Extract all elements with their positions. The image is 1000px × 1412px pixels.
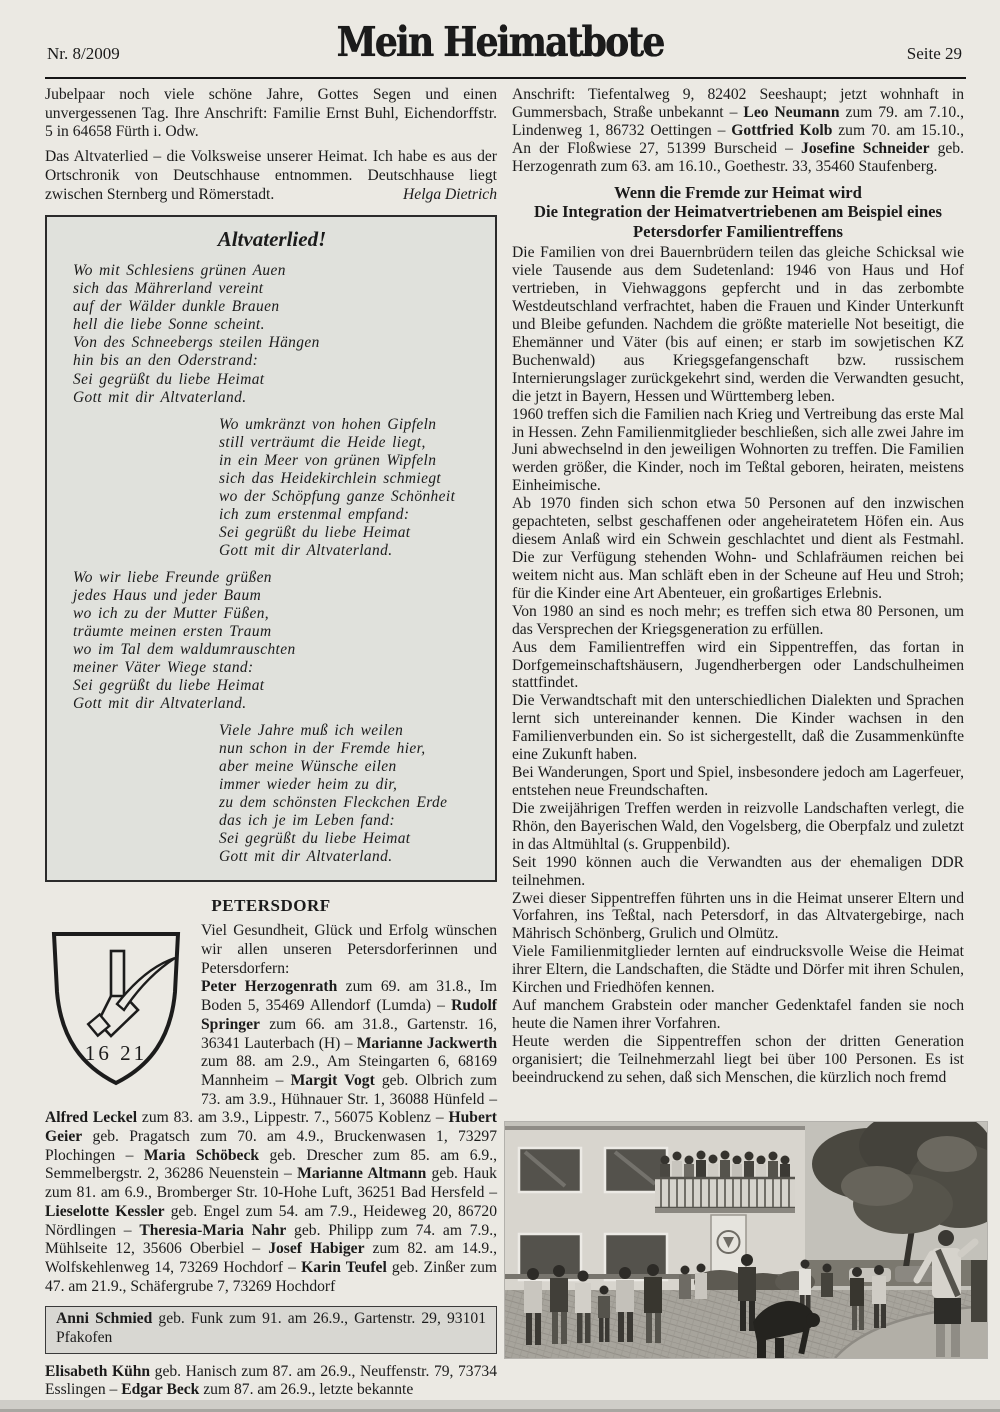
- left-column-tail: Elisabeth Kühn geb. Hanisch zum 87. am 26.9., Neuffenstr. 79, 73734 Esslingen – Edgar Beck zum 87. am 26.9., letzte bekannte: [45, 1362, 497, 1399]
- issue-number: Nr. 8/2009: [47, 44, 120, 63]
- crest-year: 16 21: [84, 1041, 148, 1066]
- article-paragraph: Die Verwandtschaft mit den unterschiedlichen Dialekten und Sprachen lernt sich untereinander kennen. Die Kinder wachsen in den Familienverbunden ein. So ist sichergestellt, daß die Zusammenkünfte eine Zukunft haben.: [512, 692, 964, 764]
- addresses-paragraph: Anschrift: Tiefentalweg 9, 82402 Seeshaupt; jetzt wohnhaft in Gummersbach, Straße unbekannt – Leo Neumann zum 79. am 7.10., Lindenweg 1, 86732 Oettingen – Gottfried Kolb zum 70. am 15.10., An der Floßwiese 27, 51399 Burscheid – Josefine Schneider geb. Herzogenrath zum 63. am 16.10., Goethestr. 33, 35460 Staufenberg.: [512, 86, 964, 175]
- article-paragraph: Aus dem Familientreffen wird ein Sippentreffen, das fortan in Dorfgemeinschaftshäusern, Jugendherbergen oder Landschulheimen stattfindet.: [512, 638, 964, 692]
- petersdorf-intro: Viel Gesundheit, Glück und Erfolg wünschen wir allen unseren Petersdorferinnen und Petersdorfern:: [201, 922, 497, 977]
- article-paragraph: Ab 1970 finden sich schon etwa 50 Personen auf den inzwischen gepachteten, selbst geschaffenen oder angeheiratetem Höfen ein. Aus diesem Anlaß wird ein Schwein geschlachtet und dient als Festmahl. Die zur Verfügung stehenden Wohn- und Schlafräumen reichen bei weitem nicht aus. Man schläft eben in der Scheune auf Heu und Stroh; für die Kinder eine Art Abenteuer, ein großartiges Erlebnis.: [512, 495, 964, 602]
- article-paragraph: Die zweijährigen Treffen werden in reizvolle Landschaften verlegt, die Rhön, den Bayerischen Wald, den Vogelsberg, die Oberpfalz und zuletzt in das Altmühltal (s. Gruppenbild).: [512, 799, 964, 853]
- group-photo: [505, 1122, 987, 1358]
- article-paragraph: Die Familien von drei Bauernbrüdern teilen das gleiche Schicksal wie viele Tausende aus dem Sudetenland: 1946 von Haus und Hof vertrieben, in Viehwaggons gepfercht und in das zerbombte Westdeutschland verfrachtet, haben die Frauen und Kinder Unterkunft und Bleibe gefunden. Nachdem die größte materielle Not beseitigt, die Ehemänner und Väter (bis auf einen; er starb im sowjetischen KZ Buchenwald) aus Kriegsgefangenschaft bzw. russischem Internierungslager zurückgekehrt sind, werden die Verwandten gesucht, die jetzt in Bayern, Hessen und Württemberg leben.: [512, 244, 964, 405]
- left-column: [45, 86, 497, 1400]
- poem-box: [45, 215, 497, 882]
- right-column: [512, 86, 964, 1087]
- article-headline: Wenn die Fremde zur Heimat wird Die Integration der Heimatvertriebenen am Beispiel eines Petersdorfer Familientreffens: [533, 182, 942, 241]
- article-paragraph: Viele Familienmitglieder lernten auf eindrucksvolle Weise die Heimat ihrer Eltern, die Landschaften, die Städte und Dörfer mit ihren Schulen, Kirchen und Friedhöfen kennen.: [512, 943, 964, 997]
- petersdorf-birthday-list: Peter Herzogenrath zum 69. am 31.8., Im Boden 5, 35469 Allendorf (Lumda) – Rudolf Springer zum 66. am 31.8., Gartenstr. 16, 36341 Lauterbach (H) – Marianne Jackwerth zum 88. am 2.9., Am Steingarten 6, 68169 Mannheim – Margit Vogt geb. Olbrich zum 73. am 3.9., Hühnauer Str. 1, 36088 Hünfeld – Alfred Leckel zum 83. am 3.9., Lippestr. 7., 56075 Koblenz – Hubert Geier geb. Pragatsch zum 70. am 4.9., Bruckenwasen 1, 73297 Plochingen – Maria Schöbeck geb. Drescher zum 85. am 6.9., Semmelbergstr. 2, 36286 Neuenstein – Marianne Altmann geb. Hauk zum 81. am 6.9., Bromberger Str. 10-Hohe Luft, 36251 Bad Hersfeld – Lieselotte Kessler geb. Engel zum 54. am 7.9., Heideweg 20, 86720 Nördlingen – Theresia-Maria Nahr geb. Philipp zum 74. am 7.9., Mühlseite 12, 35606 Oberbiel – Josef Habiger zum 82. am 14.9., Wolfskehlenweg 14, 73269 Hochdorf – Karin Teufel geb. Zinßer zum 47. am 21.9., Schäfergrube 7, 73269 Hochdorf: [45, 978, 498, 1295]
- author-credit: Helga Dietrich: [403, 185, 497, 203]
- petersdorf-heading: PETERSDORF: [211, 895, 331, 915]
- masthead-title: Mein Heimatbote: [336, 18, 664, 66]
- highlight-box: [45, 1306, 497, 1353]
- poem-stanza-2: Wo umkränzt von hohen Gipfeln still verträumt die Heide liegt, in ein Meer von grünen Wipfeln sich das Heidekirchlein schmiegt wo der Schöpfung ganze Schönheit ich zum erstenmal empfand: Sei gegrüßt du liebe Heimat Gott mit dir Altvaterland.: [219, 415, 456, 559]
- header-rule: [45, 77, 966, 79]
- article-paragraph: Bei Wanderungen, Sport und Spiel, insbesondere jedoch am Lagerfeuer, entstehen neue Freundschaften.: [512, 764, 964, 799]
- altvaterlied-intro-paragraph: [45, 148, 497, 204]
- poem-stanza-3: Wo wir liebe Freunde grüßen jedes Haus und jeder Baum wo ich zu der Mutter Füßen, träumte meinen ersten Traum wo im Tal dem waldumrauschten meiner Väter Wiege stand: Sei gegrüßt du liebe Heimat Gott mit dir Altvaterland.: [73, 568, 296, 712]
- article-paragraph: Zwei dieser Sippentreffen führten uns in die Heimat unserer Eltern und Vorfahren, ins Teßtal, nach Petersdorf, in das Altvatergebirge, nach Mährisch Schönberg, Grulich und Olmütz.: [512, 889, 964, 943]
- petersdorf-crest: [45, 926, 187, 1090]
- article-paragraph: Auf manchem Grabstein oder mancher Gedenktafel fanden sie noch heute die Namen ihrer Vorfahren.: [512, 997, 964, 1032]
- jubilee-paragraph: Jubelpaar noch viele schöne Jahre, Gottes Segen und einen unvergessenen Tag. Ihre Anschrift: Familie Ernst Buhl, Eichendorffstr. 5 in 64658 Fürth i. Odw.: [45, 86, 497, 141]
- article-paragraph: Von 1980 an sind es noch mehr; es treffen sich etwa 80 Personen, um das Versprechen der Kriegsgeneration zu erfüllen.: [512, 602, 964, 638]
- altvaterlied-intro-text: Das Altvaterlied – die Volksweise unserer Heimat. Ich habe es aus der Ortschronik von Deutschhause entnommen. Deutschhause liegt zwischen Sternberg und Römerstadt.: [45, 148, 497, 203]
- petersdorf-section: [45, 922, 497, 1296]
- article-paragraph: Heute werden die Sippentreffen schon der dritten Generation organisiert; die Teilnehmerzahl liegt bei über 100 Personen. Es ist beeindruckend zu sehen, daß sich Menschen, die kürzlich noch fremd: [512, 1032, 964, 1086]
- highlight-box-text: Anni Schmied geb. Funk zum 91. am 26.9., Gartenstr. 29, 93101 Pfakofen: [56, 1310, 486, 1347]
- poem-title: Altvaterlied!: [217, 227, 327, 252]
- article-paragraph: Seit 1990 können auch die Verwandten aus der ehemaligen DDR teilnehmen.: [512, 853, 964, 889]
- page-number: Seite 29: [906, 44, 962, 63]
- poem-stanza-4: Viele Jahre muß ich weilen nun schon in der Fremde hier, aber meine Wünsche eilen immer wieder heim zu dir, zu dem schönsten Fleckchen Erde das ich je im Leben fand: Sei gegrüßt du liebe Heimat Gott mit dir Altvaterland.: [219, 721, 448, 865]
- article-paragraph: 1960 treffen sich die Familien nach Krieg und Vertreibung das erste Mal in Hessen. Zehn Familienmitglieder beschließen, sich alle zwei Jahre im Juni abwechselnd in den jeweiligen Wohnorten zu treffen. Die Familien werden größer, die Kinder, noch im Teßtal geboren, heiraten, meistens Einheimische.: [512, 405, 964, 495]
- poem-stanza-1: Wo mit Schlesiens grünen Auen sich das Mährerland vereint auf der Wälder dunkle Brauen hell die liebe Sonne scheint. Von des Schneebergs steilen Hängen hin bis an den Oderstrand: Sei gegrüßt du liebe Heimat Gott mit dir Altvaterland.: [73, 262, 320, 406]
